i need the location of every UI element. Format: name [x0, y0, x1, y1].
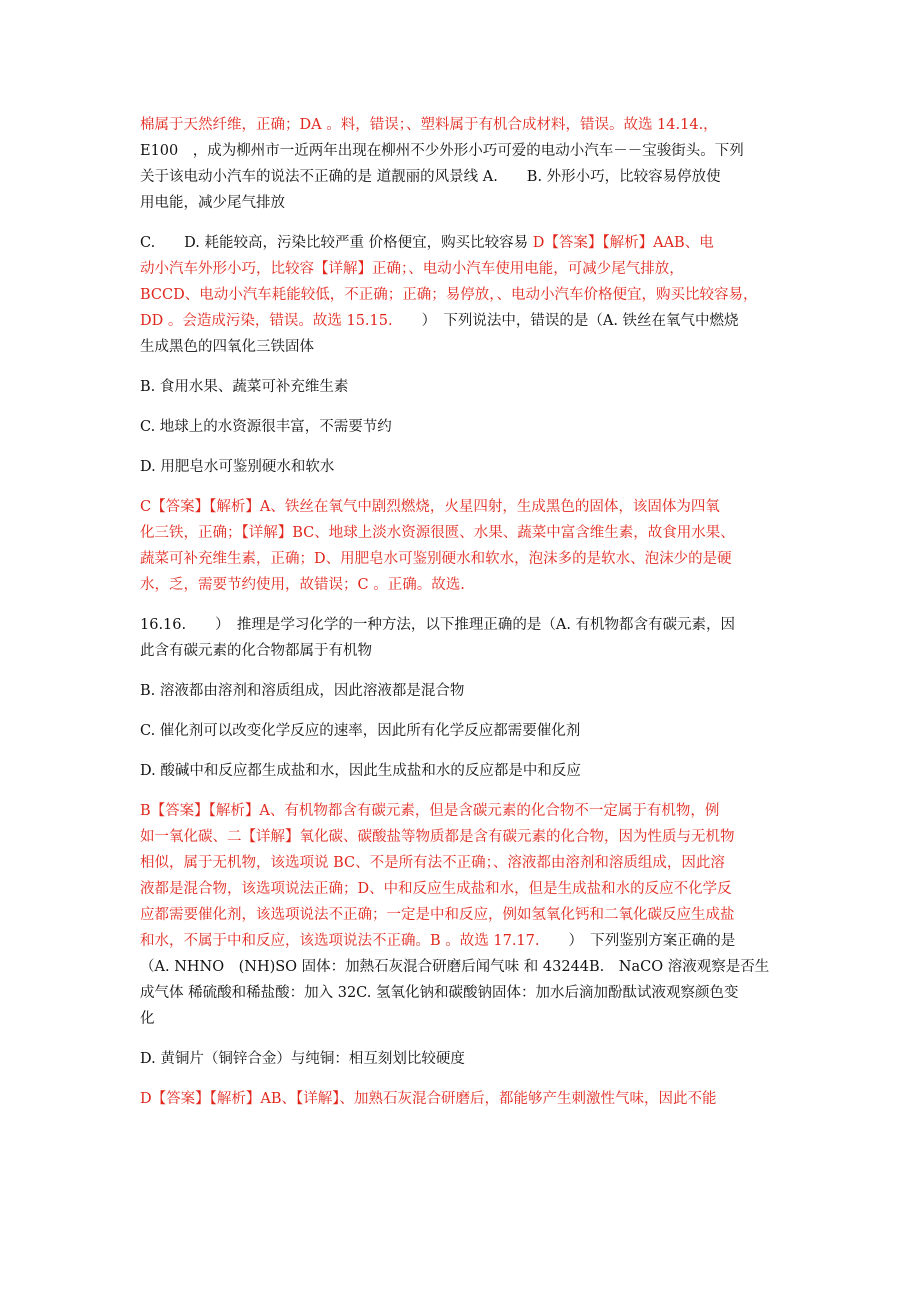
question-text: 成气体 稀硫酸和稀盐酸：加入 32C. 氢氧化钠和碳酸钠固体：加水后滴加酚酞试液观察颜色变 [140, 985, 739, 1001]
text-line [140, 1006, 780, 1032]
text-line [140, 1046, 780, 1072]
paragraph [140, 798, 780, 1032]
text-line [140, 572, 780, 598]
paragraph [140, 718, 780, 744]
text-line [140, 374, 780, 400]
text-line [140, 520, 780, 546]
text-line [140, 902, 780, 928]
text-line [140, 980, 780, 1006]
text-line [140, 112, 780, 138]
question-text: B. 溶液都由溶剂和溶质组成，因此溶液都是混合物 [140, 683, 465, 699]
paragraph [140, 678, 780, 704]
paragraph [140, 612, 780, 664]
text-line [140, 414, 780, 440]
answer-explanation-text: 相似，属于无机物，该选项说 BC、不是所有法不正确；、溶液都由溶剂和溶质组成，因此溶 [140, 855, 725, 871]
text-line [140, 876, 780, 902]
question-text: B. 食用水果、蔬菜可补充维生素 [140, 379, 349, 395]
text-line [140, 308, 780, 334]
paragraph [140, 1046, 780, 1072]
question-text: D. 用肥皂水可鉴别硬水和软水 [140, 459, 335, 475]
text-line [140, 850, 780, 876]
answer-explanation-text: C【答案】【解析】A、铁丝在氧气中剧烈燃烧，火星四射，生成黑色的固体，该固体为四氧 [140, 499, 720, 515]
paragraph [140, 112, 780, 216]
text-line [140, 824, 780, 850]
question-text: C. D. 耗能较高，污染比较严重 价格便宜，购买比较容易 [140, 235, 533, 251]
text-line [140, 138, 780, 164]
question-text: ） 下列说法中，错误的是（A. 铁丝在氧气中燃烧 [421, 313, 739, 329]
paragraph [140, 1086, 780, 1112]
text-line [140, 164, 780, 190]
question-text: E100 ，成为柳州市一近两年出现在柳州不少外形小巧可爱的电动小汽车－－宝骏街头。下列 [140, 143, 744, 159]
text-line [140, 334, 780, 360]
text-line [140, 230, 780, 256]
answer-explanation-text: BCCD、电动小汽车耗能较低，不正确；正确；易停放，、电动小汽车价格便宜，购买比较容易， [140, 287, 758, 303]
question-text: （A. NHNO (NH)SO 固体：加熱石灰混合研磨后闻气味 和 43244B. NaCO 溶液观察是否生 [140, 959, 770, 975]
paragraph [140, 374, 780, 400]
paragraph [140, 454, 780, 480]
text-line [140, 718, 780, 744]
answer-explanation-text: 液都是混合物，该选项说法正确；D、中和反应生成盐和水，但是生成盐和水的反应不化学反 [140, 881, 732, 897]
answer-explanation-text: 和水，不属于中和反应，该选项说法不正确。B 。故选 17.17. [140, 933, 569, 949]
question-text: 关于该电动小汽车的说法不正确的是 道靓丽的风景线 A. B. 外形小巧，比较容易停放使 [140, 169, 721, 185]
answer-explanation-text: 蔬菜可补充维生素，正确；D、用肥皂水可鉴别硬水和软水，泡沫多的是软水、泡沫少的是硬 [140, 551, 732, 567]
text-line [140, 678, 780, 704]
paragraph [140, 414, 780, 440]
question-text: D. 黄铜片（铜锌合金）与纯铜：相互刻划比较硬度 [140, 1051, 465, 1067]
question-text: C. 催化剂可以改变化学反应的速率，因此所有化学反应都需要催化剂 [140, 723, 581, 739]
question-text: 生成黑色的四氧化三铁固体 [140, 339, 314, 355]
text-line [140, 282, 780, 308]
text-line [140, 612, 780, 638]
text-line [140, 1086, 780, 1112]
answer-explanation-text: B【答案】【解析】A、有机物都含有碳元素，但是含碳元素的化合物不一定属于有机物，例 [140, 803, 720, 819]
answer-explanation-text: 棉属于天然纤维，正确；DA 。料，错误；、塑料属于有机合成材料，错误。故选 14.14.， [140, 117, 718, 133]
paragraph [140, 230, 780, 360]
answer-explanation-text: 如一氧化碳、二【详解】氧化碳、碳酸盐等物质都是含有碳元素的化合物，因为性质与无机物 [140, 829, 735, 845]
question-text: 此含有碳元素的化合物都属于有机物 [140, 643, 372, 659]
question-text: 用电能，减少尾气排放 [140, 195, 285, 211]
text-line [140, 954, 780, 980]
answer-explanation-text: DD 。会造成污染，错误。故选 15.15. [140, 313, 422, 329]
question-text: D. 酸碱中和反应都生成盐和水，因此生成盐和水的反应都是中和反应 [140, 763, 581, 779]
answer-explanation-text: D【答案】【解析】AAB、电 [532, 235, 714, 251]
question-text: C. 地球上的水资源很丰富，不需要节约 [140, 419, 392, 435]
question-text: 化 [140, 1011, 155, 1027]
paragraph [140, 494, 780, 598]
text-line [140, 928, 780, 954]
text-line [140, 758, 780, 784]
question-text: 16.16. ） 推理是学习化学的一种方法，以下推理正确的是（A. 有机物都含有碳元素，因 [140, 617, 736, 633]
text-line [140, 190, 780, 216]
question-text: ） 下列鉴别方案正确的是 [568, 933, 736, 949]
answer-explanation-text: 动小汽车外形小巧，比较容【详解】正确；、电动小汽车使用电能，可减少尾气排放， [140, 261, 684, 277]
paragraph [140, 758, 780, 784]
text-line [140, 798, 780, 824]
text-line [140, 256, 780, 282]
text-line [140, 454, 780, 480]
answer-explanation-text: 应都需要催化剂，该选项说法不正确；一定是中和反应，例如氢氧化钙和二氧化碳反应生成盐 [140, 907, 735, 923]
text-line [140, 638, 780, 664]
answer-explanation-text: D【答案】【解析】AB、【详解】、加熟石灰混合研磨后，都能够产生刺激性气味，因此不能 [140, 1091, 717, 1107]
text-line [140, 494, 780, 520]
answer-explanation-text: 水，乏，需要节约使用，故错误；C 。正确。故选. [140, 577, 465, 593]
document-page [140, 112, 780, 1126]
text-line [140, 546, 780, 572]
answer-explanation-text: 化三铁，正确；【详解】BC、地球上淡水资源很匮、水果、蔬菜中富含维生素，故食用水果、 [140, 525, 735, 541]
